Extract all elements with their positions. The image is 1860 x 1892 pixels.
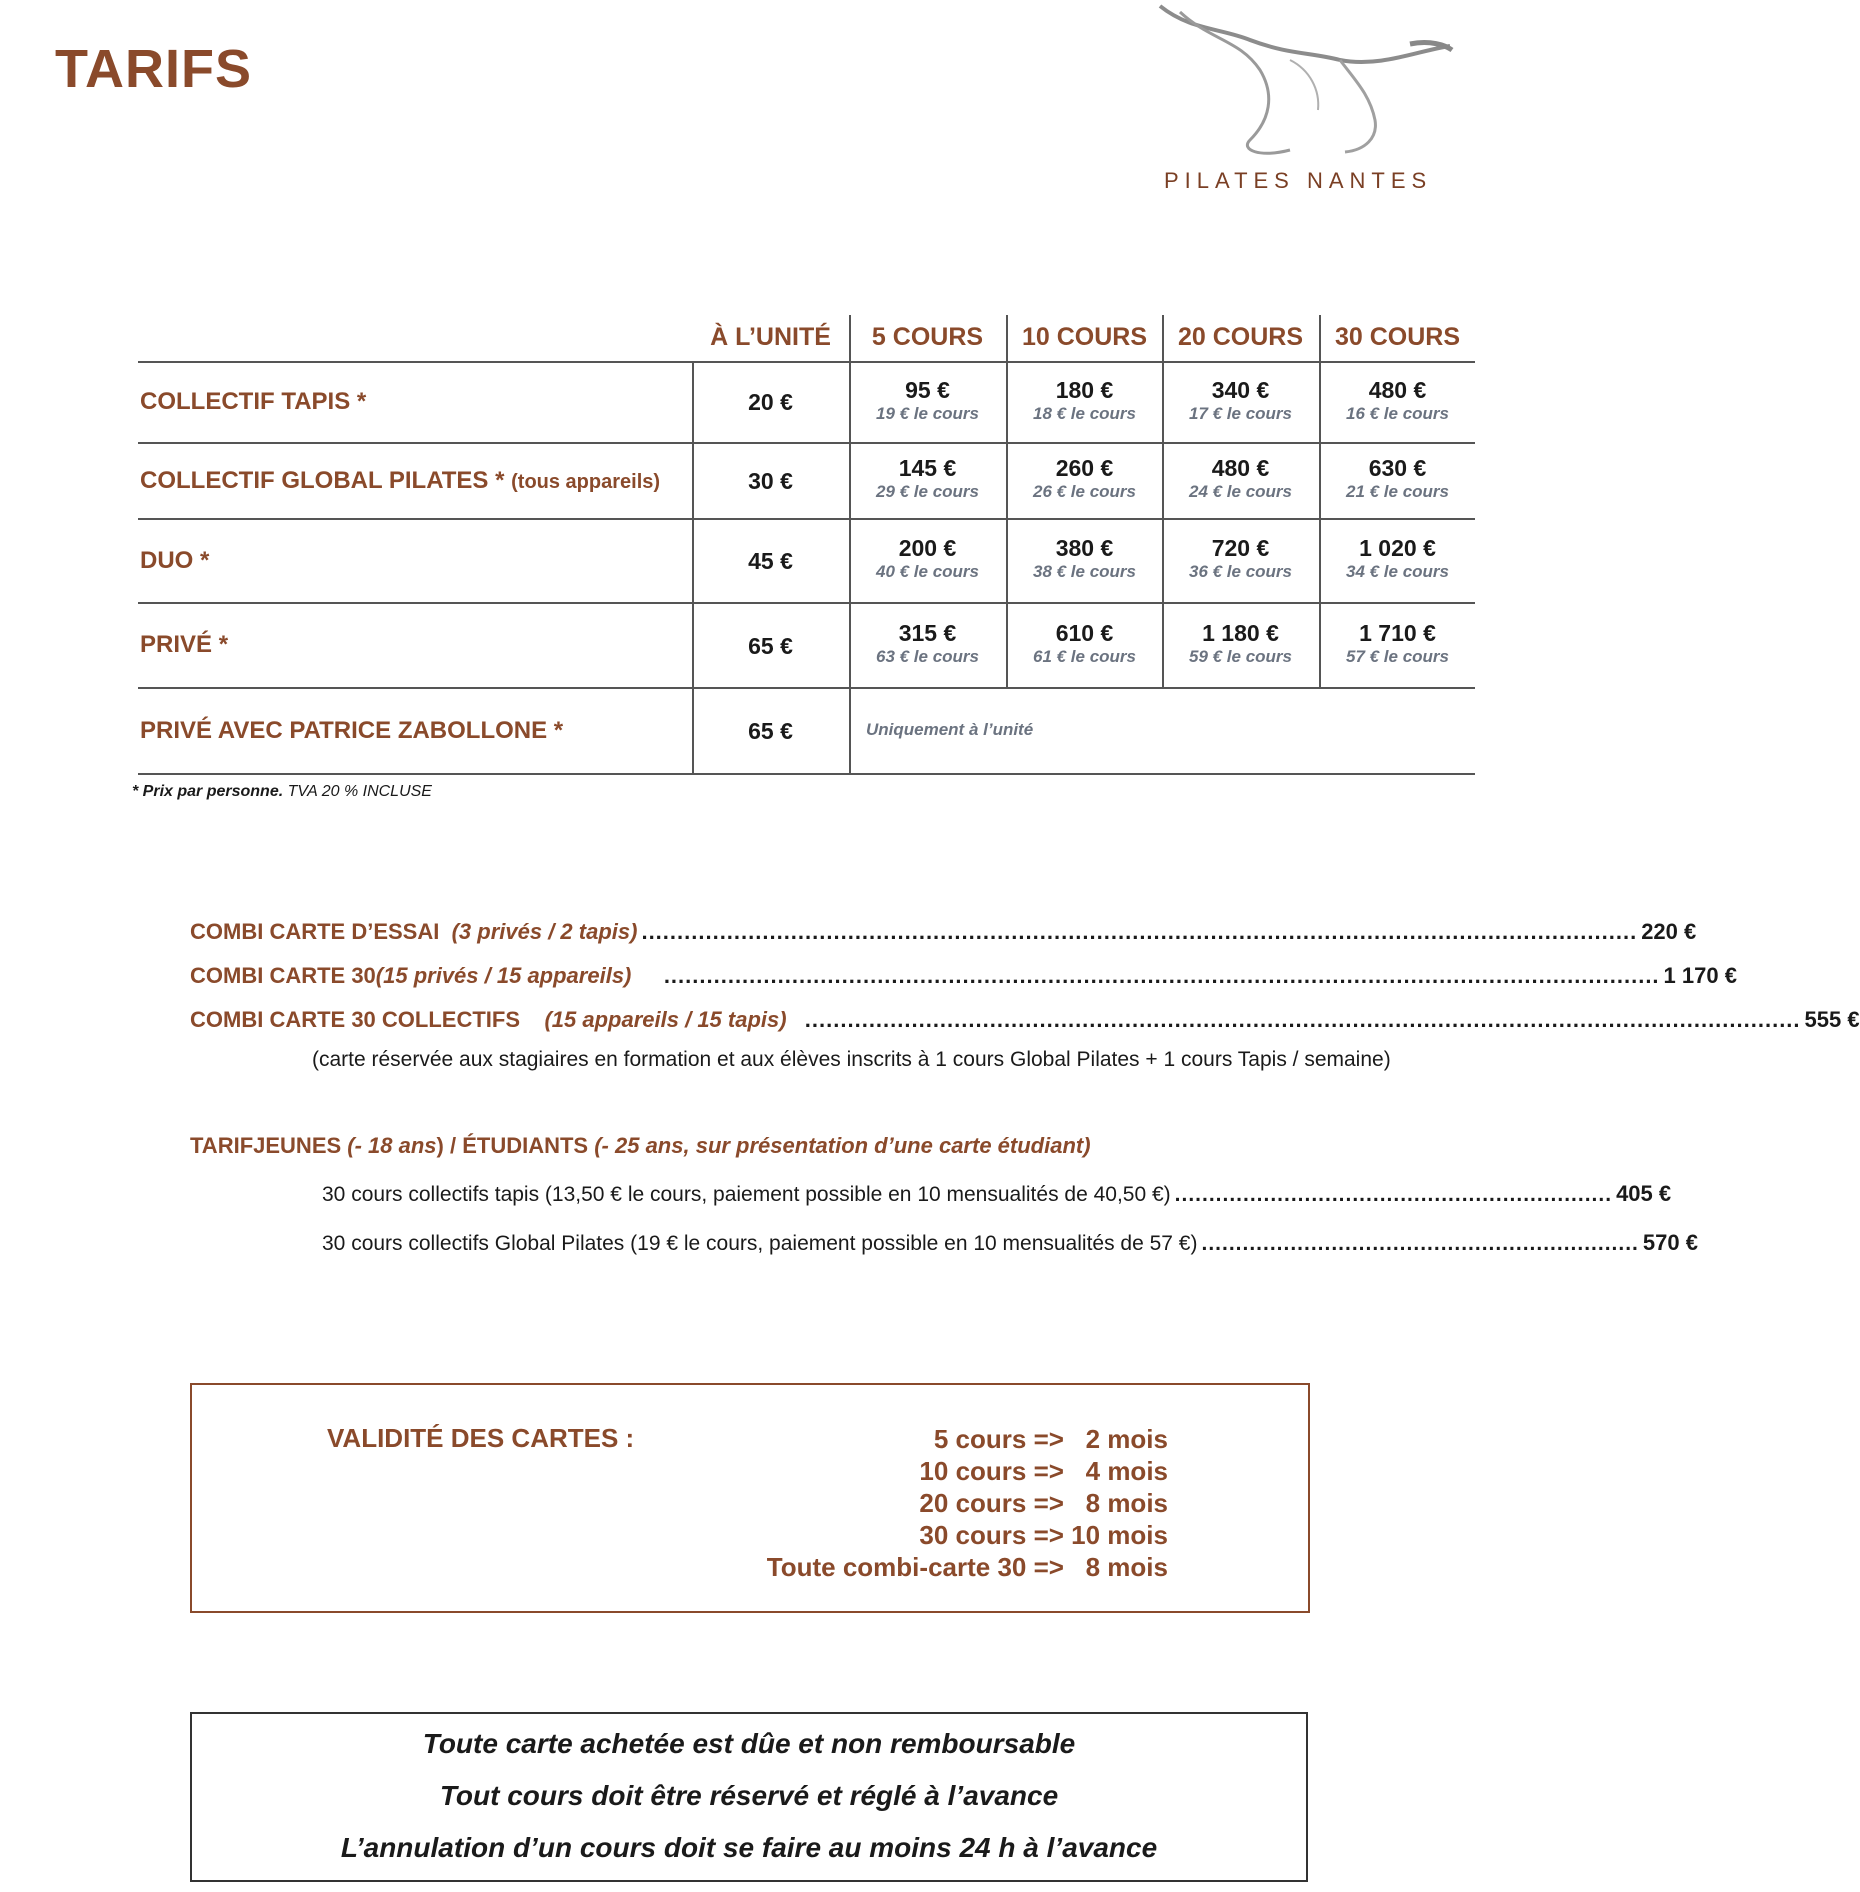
jeune-amount: 405 € [1616, 1181, 1672, 1206]
pack-cell: 95 € 19 € le cours [875, 377, 979, 423]
unit-price: 45 € [748, 548, 793, 574]
row-divider [138, 602, 1475, 604]
dot-leader: ............................................................................................................................................ [641, 919, 1638, 944]
rule-non-remboursable: Toute carte achetée est dûe et non remboursable [422, 1728, 1076, 1759]
unit-price: 30 € [748, 468, 793, 494]
pack-cell: 380 € 38 € le cours [1032, 535, 1136, 581]
combi-30-collectifs: COMBI CARTE 30 COLLECTIFS (15 appareils / 15 tapis) ............................................................................................................................................ 555 € [190, 1007, 1860, 1032]
dot-leader: ............................................................................................................................................ [790, 1007, 1801, 1032]
pack-cell: 1 020 € 34 € le cours [1345, 535, 1449, 581]
tarif-table [138, 315, 1475, 775]
col-header-5: 5 COURS [871, 323, 984, 351]
unit-price: 20 € [748, 389, 793, 415]
unit-price: 65 € [748, 633, 793, 659]
row-divider [138, 518, 1475, 520]
row-label-sub: (tous appareils) [511, 471, 661, 493]
pilates-nantes-logo [1140, 0, 1460, 200]
dot-leader: ................................................................ [1201, 1232, 1639, 1255]
dot-leader: ................................................................ [1174, 1183, 1613, 1206]
validite-box [190, 1383, 1310, 1613]
rules-box [190, 1712, 1308, 1882]
row-divider [138, 687, 1475, 689]
dot-leader: ............................................................................................................................................ [635, 963, 1660, 988]
validite-item: Toute combi-carte 30 => 8 mois [766, 1552, 1168, 1582]
row-label-prive: PRIVÉ * [140, 631, 229, 658]
col-header-20: 20 COURS [1177, 323, 1304, 351]
combi-amount: 1 170 € [1663, 963, 1737, 988]
combi-note: (carte réservée aux stagiaires en formation et aux élèves inscrits à 1 cours Global Pilates + 1 cours Tapis / semaine) [312, 1048, 1391, 1071]
row-divider [138, 442, 1475, 444]
jeune-amount: 570 € [1642, 1230, 1698, 1255]
validite-list [767, 1423, 1168, 1583]
validite-item: 5 cours => 2 mois [933, 1424, 1168, 1454]
pack-cell: 200 € 40 € le cours [875, 535, 979, 581]
col-header-30: 30 COURS [1334, 323, 1461, 351]
combi-30: COMBI CARTE 30 (15 privés / 15 appareils) ............................................................................................................................................ 1 170 € [190, 963, 1737, 988]
pilates-figure-icon [1140, 0, 1460, 165]
pack-cell: 340 € 17 € le cours [1188, 377, 1292, 423]
col-header-10: 10 COURS [1021, 323, 1148, 351]
pack-cell: 480 € 24 € le cours [1188, 455, 1292, 501]
row-label-duo: DUO * [140, 547, 210, 574]
pack-cell: 610 € 61 € le cours [1032, 620, 1136, 666]
row-label-prive-patrice: PRIVÉ AVEC PATRICE ZABOLLONE * [140, 717, 564, 744]
pack-cell: 720 € 36 € le cours [1188, 535, 1292, 581]
rule-annulation: L’annulation d’un cours doit se faire au moins 24 h à l’avance [340, 1832, 1158, 1863]
combi-amount: 220 € [1641, 919, 1697, 944]
col-header-unit: À L’UNITÉ [710, 323, 831, 351]
jeune-item-tapis: 30 cours collectifs tapis (13,50 € le cours, paiement possible en 10 mensualités de 40,50 €) ................................................................ 405 € [322, 1181, 1672, 1206]
row-divider [138, 361, 1475, 363]
row-label-collectif-tapis: COLLECTIF TAPIS * [140, 388, 367, 415]
pack-cell: 315 € 63 € le cours [875, 620, 979, 666]
jeunes-title: TARIFJEUNES (- 18 ans) / ÉTUDIANTS (- 25 ans, sur présentation d’une carte étudiant) [190, 1133, 1091, 1158]
combi-amount: 555 € [1804, 1007, 1860, 1032]
pack-cell: 260 € 26 € le cours [1032, 455, 1136, 501]
validite-item: 10 cours => 4 mois [919, 1456, 1168, 1486]
pack-cell: 145 € 29 € le cours [875, 455, 979, 501]
pack-cell: 1 710 € 57 € le cours [1345, 620, 1449, 666]
page-title: TARIFS [55, 39, 252, 99]
unit-price: 65 € [748, 718, 793, 744]
validite-label: VALIDITÉ DES CARTES : [327, 1423, 635, 1453]
validite-item: 20 cours => 8 mois [919, 1488, 1168, 1518]
row-label-collectif-global: COLLECTIF GLOBAL PILATES * (tous appareils) [140, 467, 661, 494]
rule-reserve-avance: Tout cours doit être réservé et réglé à l’avance [439, 1780, 1059, 1811]
row-divider [138, 773, 1475, 775]
pack-cell: 1 180 € 59 € le cours [1188, 620, 1292, 666]
pack-cell: 480 € 16 € le cours [1345, 377, 1449, 423]
jeune-item-global: 30 cours collectifs Global Pilates (19 € le cours, paiement possible en 10 mensualités de 57 €) ................................................................ 570 € [322, 1230, 1698, 1255]
combi-essai: COMBI CARTE D’ESSAI (3 privés / 2 tapis) ............................................................................................................................................ 220 € [190, 919, 1697, 944]
footnote: * Prix par personne. TVA 20 % INCLUSE [132, 783, 432, 800]
validite-item: 30 cours => 10 mois [919, 1520, 1168, 1550]
only-unit-note: Uniquement à l’unité [866, 720, 1034, 739]
pack-cell: 630 € 21 € le cours [1345, 455, 1449, 501]
pack-cell: 180 € 18 € le cours [1032, 377, 1136, 423]
logo-text: PILATES NANTES [1164, 168, 1433, 193]
